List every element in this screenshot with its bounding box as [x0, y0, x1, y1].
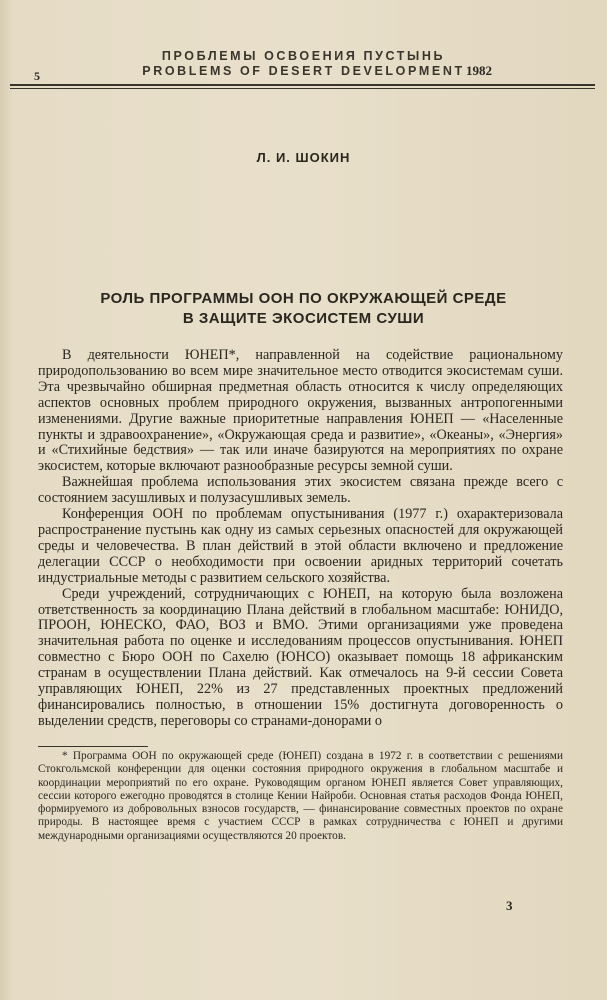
- body-paragraph-2: Важнейшая проблема использования этих экосистем связана прежде всего с состоянием засушливых и полузасушливых земель.: [38, 474, 563, 507]
- footnote-text: * Программа ООН по окружающей среде (ЮНЕП) создана в 1972 г. в соответствии с решениями Стокгольмской конференции для оценки состояния природного окружения в глобальном масштабе и координации мероприятий по его охране. Руководящим органом ЮНЕП является Совет управляющих, сессии которого ежегодно проводятся в столице Кении Найроби. Основная статья расходов Фонда ЮНЕП, формируемого из добровольных взносов государств, — финансирование совместных проектов по охране природы. В настоящее время с участием СССР в рамках сотрудничества с ЮНЕП и другими международными организациями осуществляются 20 проектов.: [38, 750, 563, 842]
- header-rule-thick: [10, 84, 595, 86]
- body-paragraph-1: В деятельности ЮНЕП*, направленной на содействие рациональному природопользованию во всем мире значительное место отводится экосистемам суши. Эта чрезвычайно обширная предметная область относится к числу определяющих аспектов основных проблем природного окружения, вызванных антропогенными изменениями. Другие важные приоритетные направления ЮНЕП — «Населенные пункты и здравоохранение», «Окружающая среда и развитие», «Океаны», «Энергия» и «Стихийные бедствия» — так или иначе базируются на мероприятиях по охране экосистем, которые включают разнообразные ресурсы земной суши.: [38, 347, 563, 475]
- issue-year: 1982: [466, 63, 492, 78]
- page-number: 5: [34, 69, 40, 83]
- footnote: [38, 750, 563, 843]
- author-name: Л. И. ШОКИН: [256, 150, 351, 165]
- article-body: [38, 348, 563, 730]
- header-rule-thin: [10, 88, 595, 89]
- footnote-separator: [38, 746, 148, 747]
- article-title-line-2: В ЗАЩИТЕ ЭКОСИСТЕМ СУШИ: [182, 310, 425, 327]
- journal-title-english: PROBLEMS OF DESERT DEVELOPMENT: [142, 64, 465, 78]
- body-paragraph-4: Среди учреждений, сотрудничающих с ЮНЕП, на которую была возложена ответственность за координацию Плана действий в глобальном масштабе: ЮНИДО, ПРООН, ЮНЕСКО, ФАО, ВОЗ и ВМО. Этими организациями уже проведена значительная работа по оценке и исследованиям процессов опустынивания. ЮНЕП совместно с Бюро ООН по Сахелю (ЮНСО) оказывает помощь 18 африканским странам в осуществлении Плана действий. Как отмечалось на 9-й сессии Совета управляющих ЮНЕП, 22% из 27 представленных проектных предложений финансировались полностью, в отношении 15% достигнута договоренность о выделении средств, переговоры со странами-донорами о: [38, 585, 563, 729]
- journal-title-russian: ПРОБЛЕМЫ ОСВОЕНИЯ ПУСТЫНЬ: [161, 49, 446, 63]
- body-paragraph-3: Конференция ООН по проблемам опустынивания (1977 г.) охарактеризовала распространение пустынь как одну из самых серьезных опасностей для окружающей среды и человечества. В план действий в этой области включено и предложение делегации СССР о необходимости при освоении аридных территорий сочетать индустриальные методы с развитием сельского хозяйства.: [38, 506, 563, 586]
- bottom-page-number: 3: [506, 898, 513, 913]
- article-title-line-1: РОЛЬ ПРОГРАММЫ ООН ПО ОКРУЖАЮЩЕЙ СРЕДЕ: [100, 290, 507, 307]
